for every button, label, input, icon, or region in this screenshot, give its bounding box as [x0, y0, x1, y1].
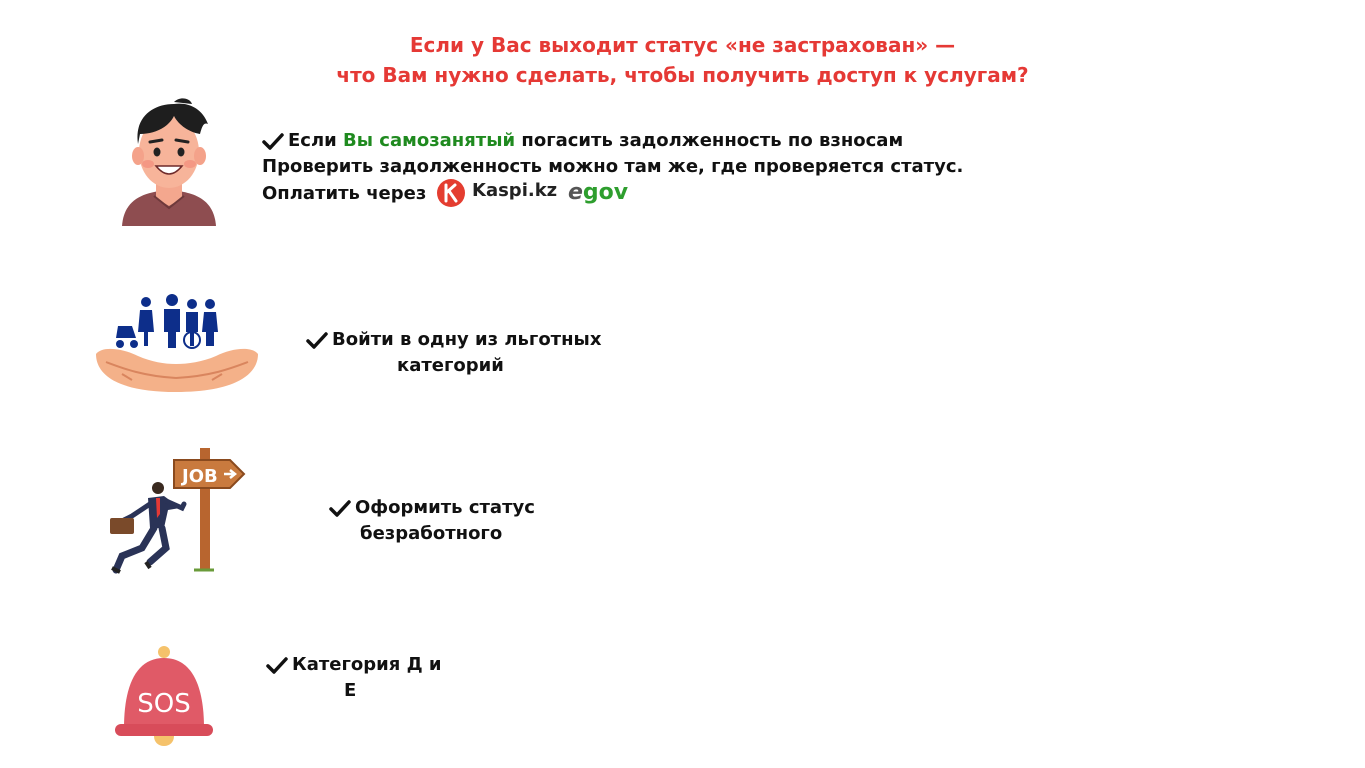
self-employed-highlight: Вы самозанятый	[343, 130, 516, 151]
egov-gov: gov	[582, 180, 629, 205]
egov-logo	[568, 178, 648, 208]
privileged-category-line-2: категорий	[397, 355, 504, 376]
debt-check-line: Проверить задолженность можно там же, где проверяется статус.	[262, 156, 964, 177]
unemployed-status-line-2: безработного	[360, 523, 503, 544]
sos-label: SOS	[137, 689, 191, 719]
checkmark-icon	[266, 656, 288, 674]
privileged-category-line-1	[306, 327, 601, 353]
kaspi-label: Kaspi.kz	[472, 180, 558, 201]
young-man-avatar-icon	[118, 98, 220, 228]
category-de-line-1	[266, 652, 442, 678]
self-employed-line	[262, 128, 903, 154]
kaspi-logo	[436, 178, 560, 208]
title-line-2: что Вам нужно сделать, чтобы получить доступ к услугам?	[336, 63, 1029, 87]
checkmark-icon	[262, 132, 284, 150]
self-employed-prefix: Если	[288, 130, 344, 151]
kaspi-icon	[436, 178, 466, 208]
privileged-category-text: Войти в одну из льготных	[332, 329, 602, 350]
sos-bell-icon	[112, 646, 216, 746]
job-sign-text: JOB	[182, 466, 218, 487]
self-employed-suffix: погасить задолженность по взносам	[515, 130, 904, 151]
checkmark-icon	[306, 331, 328, 349]
unemployed-status-text: Оформить статус	[355, 497, 535, 518]
category-de-line-2: Е	[344, 680, 357, 701]
people-in-hands-icon	[92, 292, 262, 394]
title-line-1: Если у Вас выходит статус «не застрахован» —	[409, 33, 956, 57]
page-title	[0, 30, 1365, 90]
running-businessman-job-sign-icon	[102, 444, 248, 574]
unemployed-status-line-1	[329, 495, 535, 521]
checkmark-icon	[329, 499, 351, 517]
category-de-text: Категория Д и	[292, 654, 442, 675]
egov-e: e	[568, 180, 583, 205]
pay-via-label: Оплатить через	[262, 183, 427, 204]
